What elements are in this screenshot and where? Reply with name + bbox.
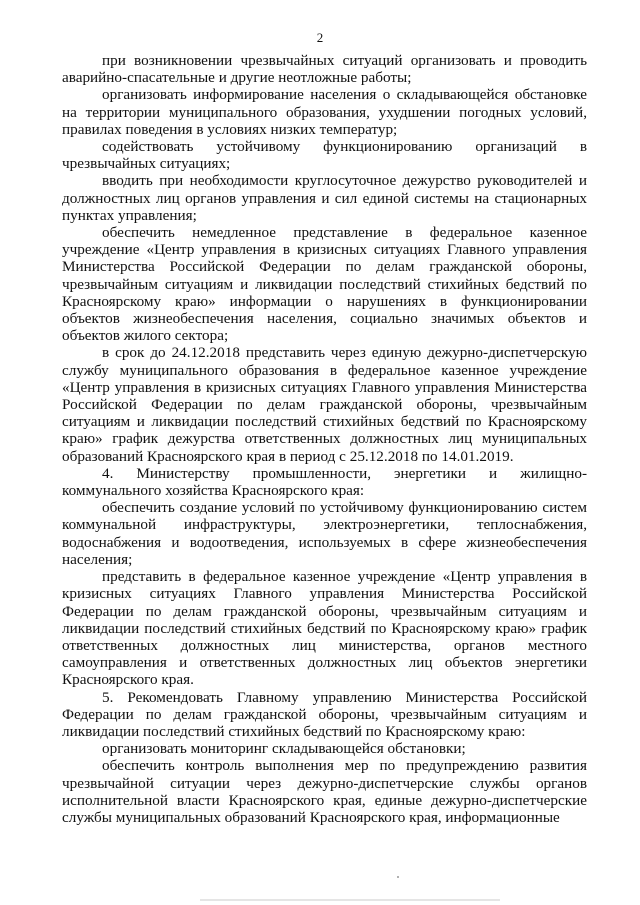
- paragraph: обеспечить создание условий по устойчивому функционированию систем коммунальной инфраструктуры, электроэнергетики, теплоснабжения, водоснабжения и водоотведения, используемых в сфере жизнеобеспечения населения;: [62, 499, 587, 568]
- paragraph: содействовать устойчивому функционированию организаций в чрезвычайных ситуациях;: [62, 138, 587, 173]
- paragraph: организовать информирование населения о складывающейся обстановке на территории муниципального образования, ухудшении погодных условий, правилах поведения в условиях низких температур;: [62, 86, 587, 138]
- paragraph: обеспечить немедленное представление в федеральное казенное учреждение «Центр управления в кризисных ситуациях Главного управления Министерства Российской Федерации по делам гражданской обороны, чрезвычайным ситуациям и ликвидации последствий стихийных бедствий по Красноярскому краю» информации о нарушениях в функционировании объектов жизнеобеспечения населения, социально значимых объектов и объектов жилого сектора;: [62, 224, 587, 345]
- paragraph: в срок до 24.12.2018 представить через единую дежурно-диспетчерскую службу муниципального образования в федеральное казенное учреждение «Центр управления в кризисных ситуациях Главного управления Министерства Российской Федерации по делам гражданской обороны, чрезвычайным ситуациям и ликвидации последствий стихийных бедствий по Красноярскому краю» график дежурства ответственных должностных лиц муниципальных образований Красноярского края в период с 25.12.2018 по 14.01.2019.: [62, 344, 587, 465]
- paragraph: организовать мониторинг складывающейся обстановки;: [102, 740, 466, 758]
- paragraph: 5. Рекомендовать Главному управлению Министерства Российской Федерации по делам гражданской обороны, чрезвычайным ситуациям и ликвидации последствий стихийных бедствий по Красноярскому краю:: [62, 688, 587, 740]
- paragraph: представить в федеральное казенное учреждение «Центр управления в кризисных ситуациях Главного управления Министерства Российской Федерации по делам гражданской обороны, чрезвычайным ситуациям и ликвидации последствий стихийных бедствий по Красноярскому краю» график ответственных должностных лиц министерства, органов местного самоуправления и ответственных должностных лиц объектов энергетики Красноярского края.: [62, 568, 587, 689]
- document-body: [62, 52, 587, 826]
- paragraph: обеспечить контроль выполнения мер по предупреждению развития чрезвычайной ситуации через дежурно-диспетчерские службы органов исполнительной власти Красноярского края, единые дежурно-диспетчерские службы муниципальных образований Красноярского края, информационные: [62, 757, 587, 826]
- paragraph: вводить при необходимости круглосуточное дежурство руководителей и должностных лиц органов управления и сил единой системы на стационарных пунктах управления;: [62, 172, 587, 224]
- paragraph: 4. Министерству промышленности, энергетики и жилищно-коммунального хозяйства Красноярского края:: [62, 464, 587, 500]
- page-number: 2: [316, 30, 324, 45]
- scan-artifact: [397, 876, 399, 878]
- page-bottom-edge: [200, 899, 500, 901]
- paragraph: при возникновении чрезвычайных ситуаций организовать и проводить аварийно-спасательные и другие неотложные работы;: [62, 52, 587, 87]
